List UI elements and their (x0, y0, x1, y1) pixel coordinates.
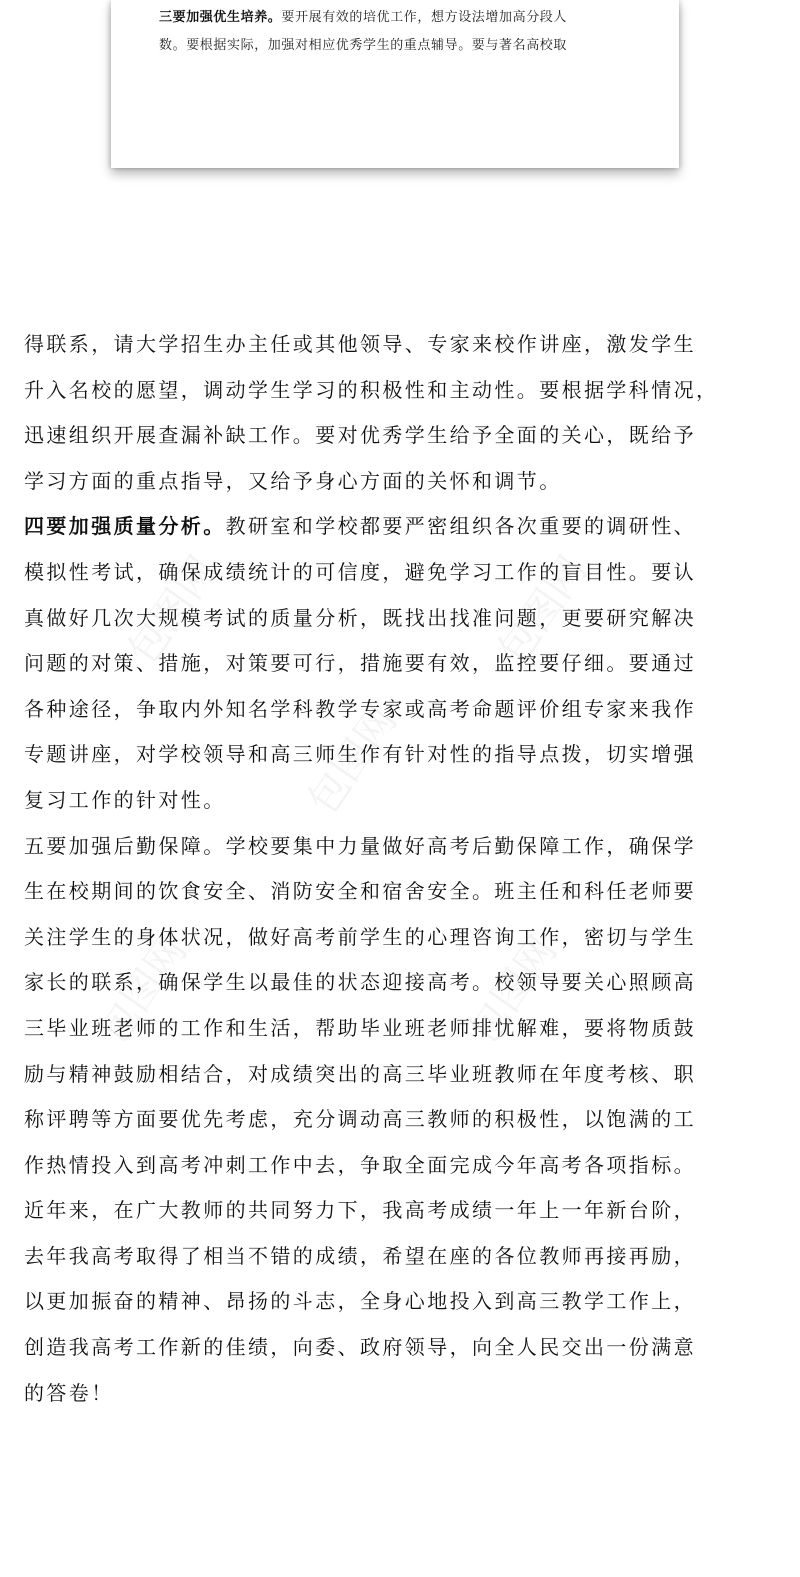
text-line: 生在校期间的饮食安全、消防安全和宿舍安全。班主任和科任老师要 (24, 879, 696, 904)
previous-page-card (111, 0, 679, 168)
watermark: 包图网 (489, 548, 597, 673)
watermark: 包图网 (299, 698, 407, 823)
document-body (24, 322, 784, 1416)
section4-first-text: 教研室和学校都要严密组织各次重要的调研性、 (225, 514, 697, 539)
text-line: 的答卷！ (24, 1380, 114, 1405)
text-line: 家长的联系，确保学生以最佳的状态迎接高考。校领导要关心照顾高 (24, 970, 696, 995)
card-line-1: 要开展有效的培优工作，想方设法增加高分段人 (281, 10, 568, 25)
text-line: 以更加振奋的精神、昂扬的斗志，全身心地投入到高三教学工作上， (24, 1289, 696, 1314)
text-line: 作热情投入到高考冲刺工作中去，争取全面完成今年高考各项指标。 (24, 1152, 696, 1177)
section4-heading: 四要加强质量分析。 (24, 514, 226, 539)
card-line-2: 数。要根据实际，加强对相应优秀学生的重点辅导。要与著名高校取 (159, 38, 568, 53)
watermark: 包图网 (459, 928, 567, 1053)
text-line: 模拟性考试，确保成绩统计的可信度，避免学习工作的盲目性。要认 (24, 559, 696, 584)
text-line: 问题的对策、措施，对策要可行，措施要有效，监控要仔细。要通过 (24, 651, 696, 676)
text-line: 五要加强后勤保障。学校要集中力量做好高考后勤保障工作，确保学 (24, 833, 696, 858)
text-line: 称评聘等方面要优先考虑，充分调动高三教师的积极性，以饱满的工 (24, 1107, 696, 1132)
text-line: 学习方面的重点指导，又给予身心方面的关怀和调节。 (24, 468, 562, 493)
text-line: 创造我高考工作新的佳绩，向委、政府领导，向全人民交出一份满意 (24, 1335, 696, 1360)
text-line: 迅速组织开展查漏补缺工作。要对优秀学生给予全面的关心，既给予 (24, 423, 696, 448)
previous-page-text (159, 4, 637, 60)
text-line: 各种途径，争取内外知名学科教学专家或高考命题评价组专家来我作 (24, 696, 696, 721)
text-line: 去年我高考取得了相当不错的成绩，希望在座的各位教师再接再励， (24, 1243, 696, 1268)
watermark: 包图网 (119, 548, 227, 673)
text-line: 复习工作的针对性。 (24, 787, 226, 812)
section4-first-line (24, 504, 784, 550)
text-line: 升入名校的愿望，调动学生学习的积极性和主动性。要根据学科情况， (24, 377, 719, 402)
text-line: 近年来，在广大教师的共同努力下，我高考成绩一年上一年新台阶， (24, 1198, 696, 1223)
text-line: 三毕业班老师的工作和生活，帮助毕业班老师排忧解难，要将物质鼓 (24, 1015, 696, 1040)
text-line: 专题讲座，对学校领导和高三师生作有针对性的指导点拨，切实增强 (24, 742, 696, 767)
section3-heading: 三要加强优生培养。 (159, 10, 282, 25)
text-line: 真做好几次大规模考试的质量分析，既找出找准问题，更要研究解决 (24, 605, 696, 630)
watermark: 包图网 (89, 928, 197, 1053)
text-line: 得联系，请大学招生办主任或其他领导、专家来校作讲座，激发学生 (24, 332, 696, 356)
text-line: 关注学生的身体状况，做好高考前学生的心理咨询工作，密切与学生 (24, 924, 696, 949)
text-line: 励与精神鼓励相结合，对成绩突出的高三毕业班教师在年度考核、职 (24, 1061, 696, 1086)
